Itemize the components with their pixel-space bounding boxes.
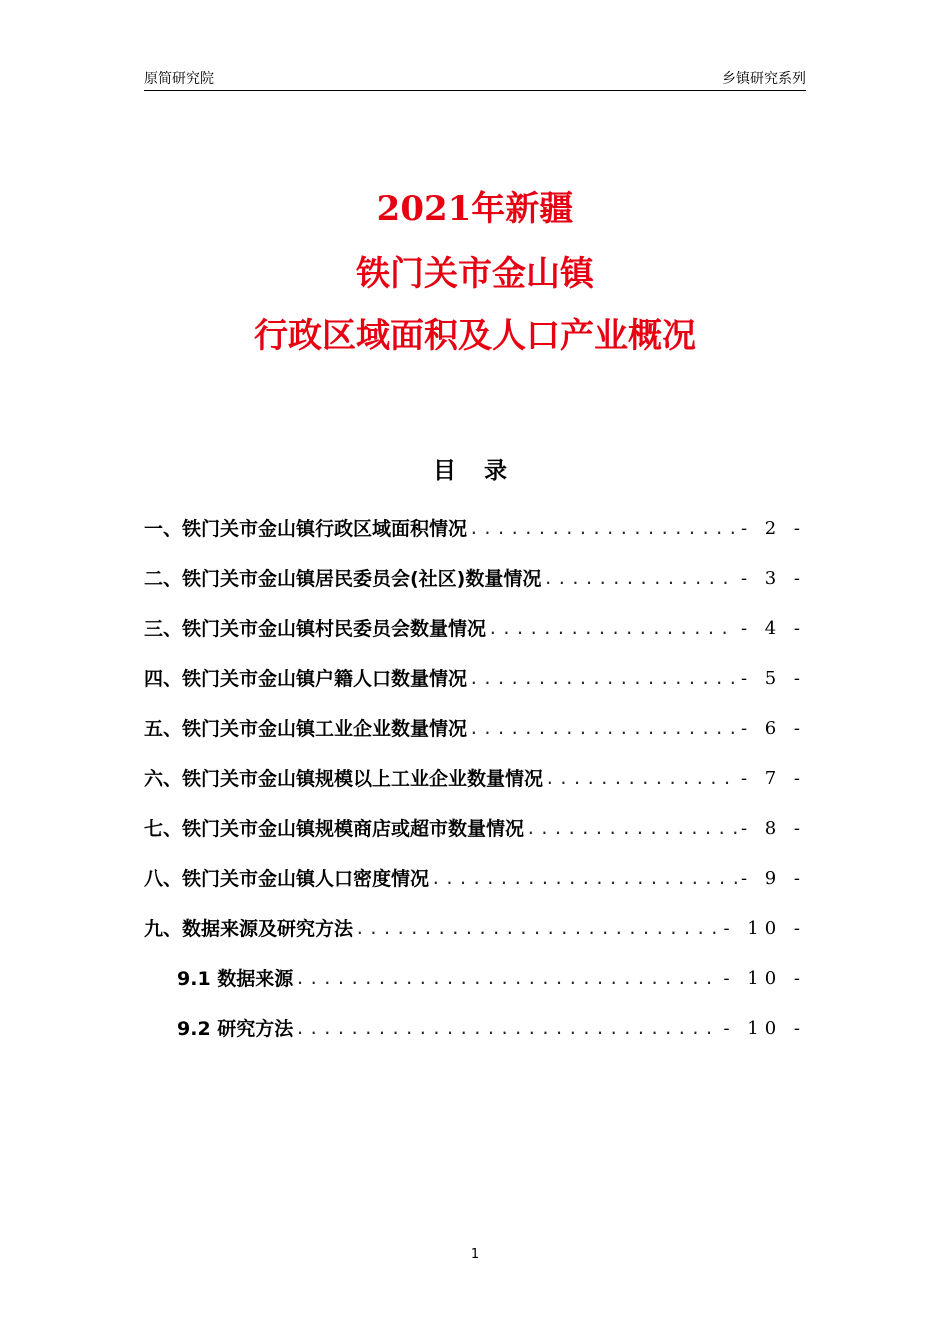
report-title-line-2: 铁门关市金山镇: [356, 254, 594, 294]
toc-entry[interactable]: [144, 554, 806, 604]
toc-subentry[interactable]: [144, 954, 806, 1004]
toc-dot-leader: [543, 559, 737, 599]
toc-entry[interactable]: [144, 854, 806, 904]
toc-dot-leader: [295, 1009, 719, 1049]
toc-entry-title: 三、铁门关市金山镇村民委员会数量情况: [144, 618, 487, 640]
toc-dot-leader: [469, 709, 737, 749]
toc-entry-page: - 9 -: [740, 868, 806, 889]
toc-dot-leader: [526, 809, 737, 849]
toc-entry-page: - 10 -: [723, 1018, 806, 1039]
toc-entry-title: 五、铁门关市金山镇工业企业数量情况: [144, 718, 468, 740]
toc-entry-title: 六、铁门关市金山镇规模以上工业企业数量情况: [144, 768, 544, 790]
toc-dot-leader: [488, 609, 737, 649]
toc-entry[interactable]: [144, 904, 806, 954]
toc-dot-leader: [469, 509, 737, 549]
toc-entry[interactable]: [144, 504, 806, 554]
toc-entry[interactable]: [144, 754, 806, 804]
toc-dot-leader: [295, 959, 719, 999]
toc-entry[interactable]: [144, 804, 806, 854]
report-title-line-1: 2021年新疆: [376, 189, 574, 229]
toc-entry-page: - 4 -: [740, 618, 806, 639]
toc-entry[interactable]: [144, 604, 806, 654]
toc-dot-leader: [469, 659, 737, 699]
toc-heading: 目 录: [432, 458, 517, 484]
table-of-contents: [144, 504, 806, 1054]
toc-entry-title: 9.2 研究方法: [177, 1018, 294, 1040]
toc-entry-title: 九、数据来源及研究方法: [144, 918, 354, 940]
toc-entry-page: - 8 -: [740, 818, 806, 839]
toc-entry-title: 一、铁门关市金山镇行政区域面积情况: [144, 518, 468, 540]
toc-dot-leader: [355, 909, 719, 949]
report-title-line-3: 行政区域面积及人口产业概况: [254, 316, 696, 356]
toc-entry-page: - 7 -: [740, 768, 806, 789]
page-header: [144, 64, 806, 91]
toc-subentry[interactable]: [144, 1004, 806, 1054]
toc-entry-page: - 3 -: [740, 568, 806, 589]
toc-entry[interactable]: [144, 704, 806, 754]
toc-entry-title: 八、铁门关市金山镇人口密度情况: [144, 868, 430, 890]
toc-entry-page: - 2 -: [740, 518, 806, 539]
header-series-name: 乡镇研究系列: [722, 71, 806, 87]
toc-entry-page: - 5 -: [740, 668, 806, 689]
toc-entry-page: - 6 -: [740, 718, 806, 739]
toc-dot-leader: [545, 759, 737, 799]
toc-entry-title: 七、铁门关市金山镇规模商店或超市数量情况: [144, 818, 525, 840]
toc-entry-title: 二、铁门关市金山镇居民委员会(社区)数量情况: [144, 568, 542, 590]
toc-entry[interactable]: [144, 654, 806, 704]
toc-entry-title: 9.1 数据来源: [177, 968, 294, 990]
toc-entry-title: 四、铁门关市金山镇户籍人口数量情况: [144, 668, 468, 690]
toc-dot-leader: [431, 859, 737, 899]
toc-entry-page: - 10 -: [723, 968, 806, 989]
header-org-name: 原简研究院: [144, 71, 214, 87]
page-number: 1: [470, 1247, 480, 1262]
toc-entry-page: - 10 -: [723, 918, 806, 939]
